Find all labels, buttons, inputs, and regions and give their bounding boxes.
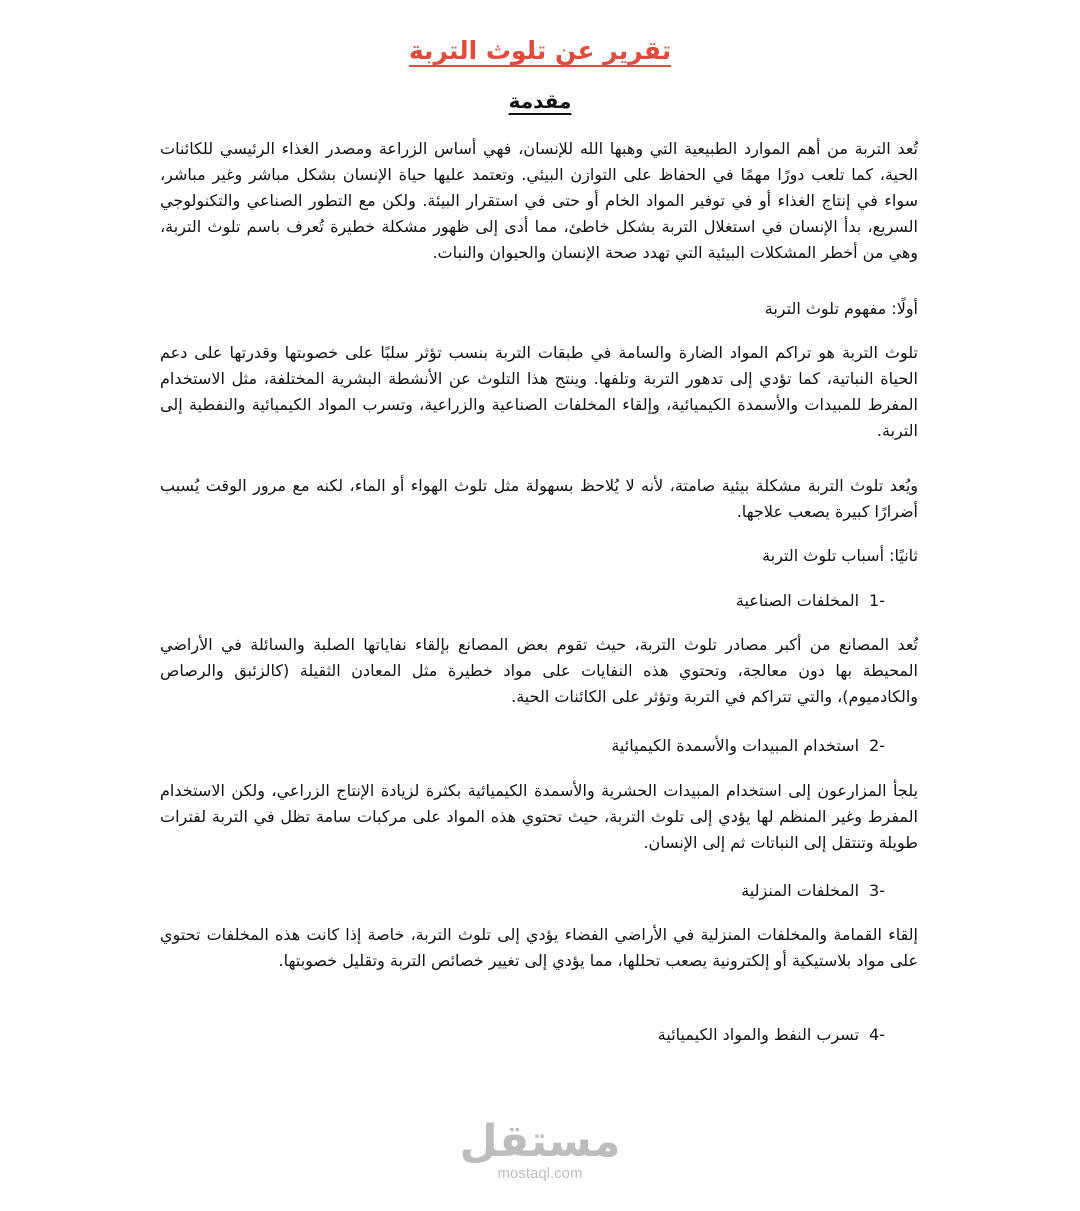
intro-heading: مقدمة <box>508 89 572 113</box>
intro-paragraph: تُعد التربة من أهم الموارد الطبيعية التي وهبها الله للإنسان، فهي أساس الزراعة ومصدر الغذاء الرئيسي للكائنات الحية، كما تلعب دورًا مهمًا في الحفاظ على التوازن البيئي. وتعتمد عليها حياة الإنسان بشكل مباشر وغير مباشر، سواء في إنتاج الغذاء أو في توفير المواد الخام أو حتى في استقرار البيئة. ولكن مع التطور الصناعي والتكنولوجي السريع، بدأ الإنسان في استغلال التربة بشكل خاطئ، مما أدى إلى ظهور مشكلة خطيرة تُعرف باسم تلوث التربة، وهي من أخطر المشكلات البيئية التي تهدد صحة الإنسان والحيوان والنبات. <box>160 139 918 262</box>
cause-item-3 <box>741 878 885 904</box>
report-title: تقرير عن تلوث التربة <box>408 36 672 65</box>
cause-1-paragraph: تُعد المصانع من أكبر مصادر تلوث التربة، حيث تقوم بعض المصانع بإلقاء نفاياتها الصلبة والسائلة في الأراضي المحيطة بها دون معالجة، وتحتوي هذه النفايات على مواد خطيرة مثل المعادن الثقيلة (كالزئبق والرصاص والكادميوم)، والتي تتراكم في التربة وتؤثر على الكائنات الحية. <box>160 635 918 706</box>
cause-number: -3 <box>869 881 885 900</box>
cause-item-1 <box>736 588 885 614</box>
cause-label: استخدام المبيدات والأسمدة الكيميائية <box>611 736 860 755</box>
mostaql-watermark-logo <box>459 1116 621 1188</box>
cause-3-paragraph: إلقاء القمامة والمخلفات المنزلية في الأراضي الفضاء يؤدي إلى تلوث التربة، خاصة إذا كانت هذه المخلفات تحتوي على مواد بلاستيكية أو إلكترونية يصعب تحللها، مما يؤدي إلى تغيير خصائص التربة وتقليل خصوبتها. <box>160 925 918 970</box>
cause-item-2 <box>611 733 885 759</box>
cause-2-paragraph: يلجأ المزارعون إلى استخدام المبيدات الحشرية والأسمدة الكيميائية بكثرة لزيادة الإنتاج الزراعي، ولكن الاستخدام المفرط وغير المنظم لها يؤدي إلى تلوث التربة، حيث تحتوي هذه المواد على مركبات سامة تظل في التربة لفترات طويلة وتنتقل إلى النباتات ثم إلى الإنسان. <box>160 781 918 852</box>
watermark-brand: مستقل <box>459 1116 621 1167</box>
section2-heading: ثانيًا: أسباب تلوث التربة <box>762 546 918 565</box>
cause-number: -4 <box>869 1025 885 1044</box>
watermark-site: mostaql.com <box>497 1165 583 1182</box>
section1-paragraph-1: تلوث التربة هو تراكم المواد الضارة والسامة في طبقات التربة بنسب تؤثر سلبًا على خصوبتها وقدرتها على دعم الحياة النباتية، كما تؤدي إلى تدهور التربة وتلفها. وينتج هذا التلوث عن الأنشطة البشرية المختلفة، مثل الاستخدام المفرط للمبيدات والأسمدة الكيميائية، وإلقاء المخلفات الصناعية والزراعية، وتسرب المواد الكيميائية والنفطية إلى التربة. <box>160 343 918 440</box>
cause-label: تسرب النفط والمواد الكيميائية <box>657 1025 860 1044</box>
cause-label: المخلفات المنزلية <box>741 881 860 900</box>
cause-number: -2 <box>869 736 885 755</box>
section1-heading: أولًا: مفهوم تلوث التربة <box>764 299 918 318</box>
cause-label: المخلفات الصناعية <box>735 591 860 610</box>
section1-paragraph-2: ويُعد تلوث التربة مشكلة بيئية صامتة، لأنه لا يُلاحظ بسهولة مثل تلوث الهواء أو الماء، لكنه مع مرور الوقت يُسبب أضرارًا كبيرة يصعب علاجها. <box>160 476 918 521</box>
cause-number: -1 <box>869 591 885 610</box>
cause-item-4 <box>658 1022 885 1048</box>
